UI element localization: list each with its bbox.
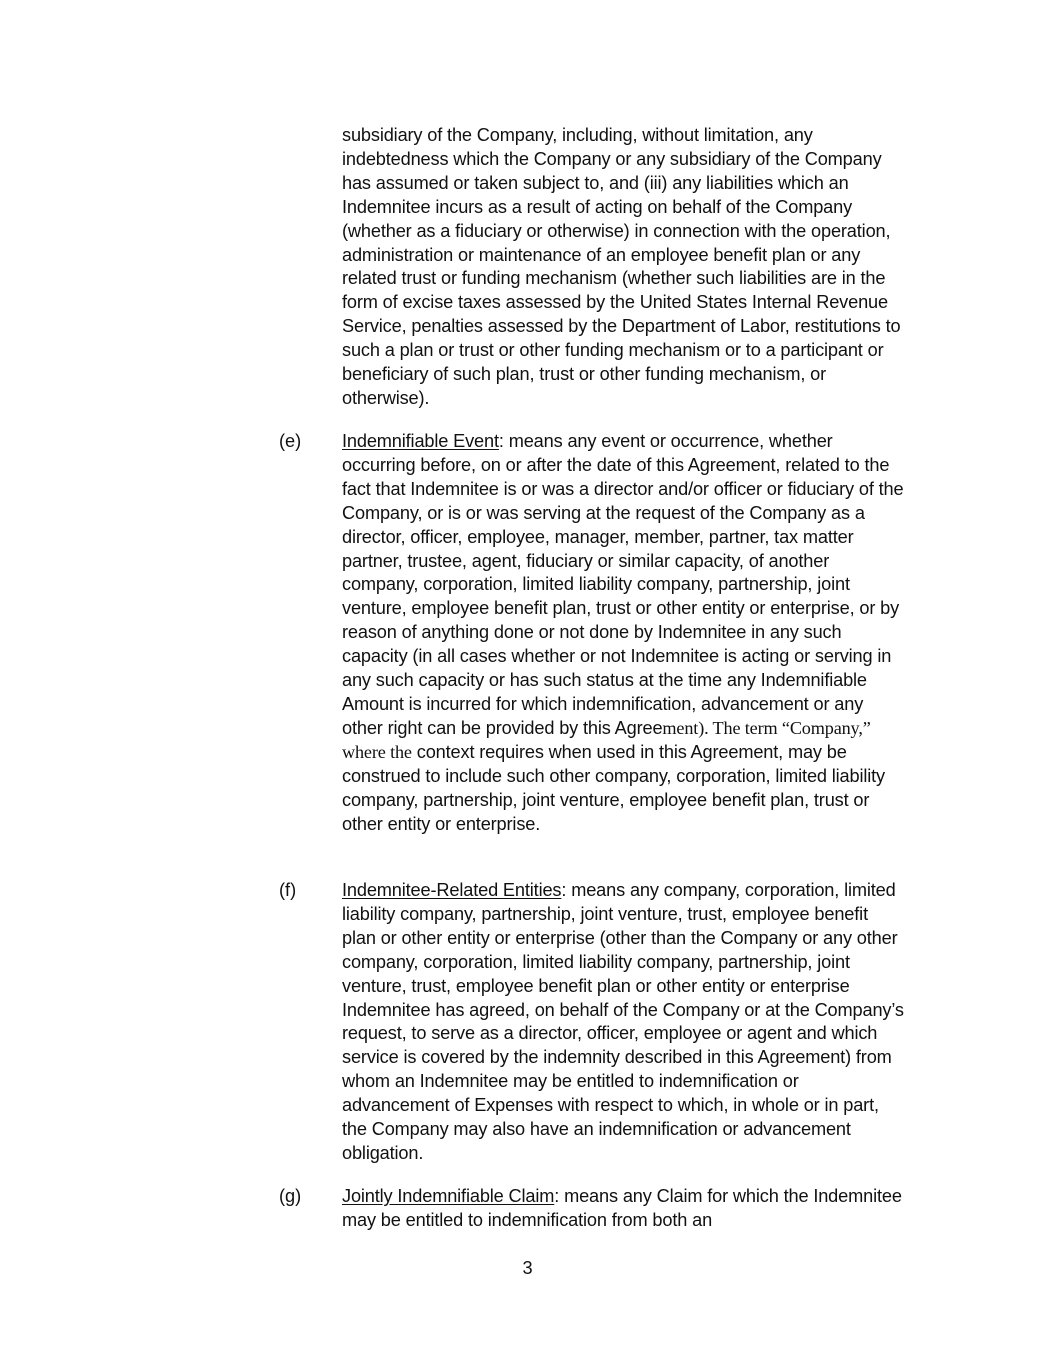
clause-e-term: Indemnifiable Event [342, 431, 499, 451]
clause-g-text: means any Claim for which the Indemnitee may be entitled to indemnification from both an [342, 1186, 902, 1230]
clause-e-text-a: means any event or occurrence, whether occurring before, on or after the date of this Agreement, related to the fact that Indemnitee is or was a director and/or officer or fiduciary of the Company, or is or was serving at the request of the Company as a director, officer, employee, manager, member, partner, tax matter partner, trustee, agent, fiduciary or similar capacity, of another company, corporation, limited liability company, partnership, joint venture, employee benefit plan, trust or other entity or enterprise, or by reason of anything done or not done by Indemnitee in any such capacity (in all cases whether or not Indemnitee is acting or serving in any such capacity or has such status at the time any Indemnifiable Amount is incurred for which indemnification, advancement or any other right can be provided by this Agree [342, 431, 904, 738]
clause-e [279, 430, 904, 836]
page-number: 3 [522, 1258, 533, 1278]
clause-f-marker: (f) [279, 880, 297, 900]
clause-e-separator: : [498, 431, 509, 451]
clause-g-marker: (g) [279, 1186, 302, 1206]
clause-e-text-c: context requires when used in this Agreement, may be construed to include such other company, corporation, limited liability company, partnership, joint venture, employee benefit plan, trust or other entity or enterprise. [342, 741, 886, 834]
clause-g-separator: : [554, 1186, 565, 1206]
clause-g-body [342, 1185, 904, 1233]
clause-g [279, 1185, 904, 1233]
clause-f-separator: : [561, 880, 572, 900]
clause-e-body [342, 430, 904, 836]
clause-e-marker: (e) [279, 431, 302, 451]
clause-g-term: Jointly Indemnifiable Claim [342, 1186, 555, 1206]
clause-f [279, 879, 904, 1166]
clause-f-text: means any company, corporation, limited liability company, partnership, joint venture, trust, employee benefit plan or other entity or enterprise (other than the Company or any other company, corporation, limited liability company, partnership, joint venture, trust, employee benefit plan or other entity or enterprise Indemnitee has agreed, on behalf of the Company or at the Company’s request, to serve as a director, officer, employee or agent and which service is covered by the indemnity described in this Agreement) from whom an Indemnitee may be entitled to indemnification or advancement of Expenses with respect to which, in whole or in part, the Company may also have an indemnification or advancement obligation. [342, 880, 904, 1163]
clause-f-term: Indemnitee-Related Entities [342, 880, 562, 900]
continuation-paragraph: subsidiary of the Company, including, without limitation, any indebtedness which the Company or any subsidiary of the Company has assumed or taken subject to, and (iii) any liabilities which an Indemnitee incurs as a result of acting on behalf of the Company (whether as a fiduciary or otherwise) in connection with the operation, administration or maintenance of an employee benefit plan or any related trust or funding mechanism (whether such liabilities are in the form of excise taxes assessed by the United States Internal Revenue Service, penalties assessed by the Department of Labor, restitutions to such a plan or trust or other funding mechanism or to a participant or beneficiary of such plan, trust or other funding mechanism, or otherwise). [342, 125, 901, 408]
clause-f-body [342, 879, 904, 1166]
clause-e-text-b: ment). The term “Company,” where the [342, 717, 871, 762]
